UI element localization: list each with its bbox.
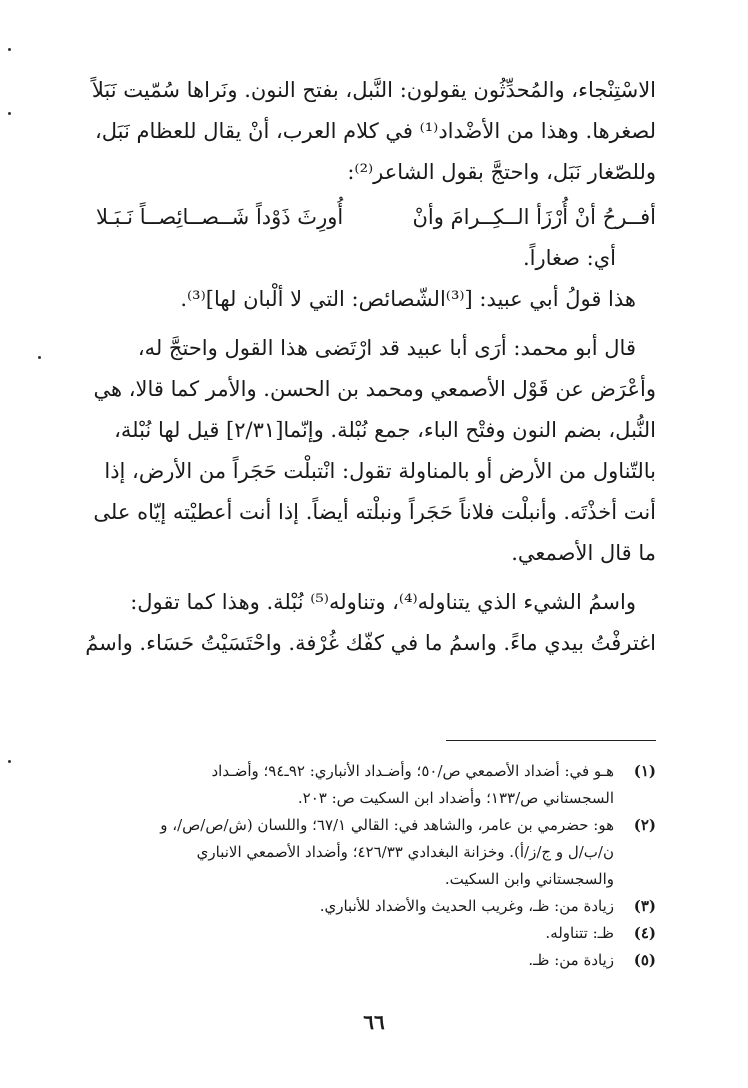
footnote-2 xyxy=(96,812,656,893)
footnote-line: هو: حضرمي بن عامر، والشاهد في: القالي ٦٧/١؛ واللسان (ش/ص/ص/، و xyxy=(160,816,614,834)
scan-speck xyxy=(8,112,11,115)
footnote-text xyxy=(96,947,614,974)
text-line: أنت أخذْتَه. وأنبلْت فلاناً حَجَراً ونبلْته أيضاً. إذا أنت أعطيْته إيّاه على xyxy=(93,500,656,524)
scan-speck xyxy=(8,48,11,51)
paragraph-2 xyxy=(96,238,656,279)
footnote-line: هـو في: أضداد الأصمعي ص/٥٠؛ وأضـداد الأنباري: ٩٢ـ٩٤؛ وأضـداد xyxy=(211,762,614,780)
poetry-verse xyxy=(96,197,656,238)
text-line: واسمُ الشيء الذي يتناوله⁽⁴⁾، وتناوله⁽⁵⁾ نُبْلة. وهذا كما تقول: xyxy=(130,590,636,614)
text-line: بالتّناول من الأرض أو بالمناولة تقول: انْتبلْت حَجَراً من الأرض، إذا xyxy=(104,459,656,483)
footnote-line: ظـ: تتناوله. xyxy=(545,924,614,942)
page-number: ٦٦ xyxy=(363,1010,385,1034)
paragraph-1 xyxy=(91,70,656,193)
footnote-line: والسجستاني وابن السكيت. xyxy=(444,870,614,888)
text-line: النُّبل، بضم النون وفتْح الباء، جمع نُبْلة. وإنّما[٢/٣١] قيل لها نُبْلة، xyxy=(114,418,656,442)
footnote-line: زيادة من: ظـ، وغريب الحديث والأضداد للأنباري. xyxy=(319,897,614,915)
text-line: اغترفْتُ بيدي ماءً. واسمُ ما في كفّك غُرْفة. واحْتَسَيْتُ حَسَاء. واسمُ xyxy=(85,631,656,655)
footnote-4 xyxy=(96,920,656,947)
footnote-5 xyxy=(96,947,656,974)
verse-first-hemistich: أفــرحُ أنْ أُرْزَأ الــكِــرامَ وأنْ xyxy=(412,205,656,229)
text-line: ما قال الأصمعي. xyxy=(511,541,656,565)
footnote-3 xyxy=(96,893,656,920)
footnote-line: ن/ب/ل و ج/ز/أ). وخزانة البغدادي ٤٢٦/٣٣؛ وأضداد الأصمعي الانباري xyxy=(196,843,614,861)
text-line: وأعْرَض عن قَوْل الأصمعي ومحمد بن الحسن. والأمر كما قالا، هي xyxy=(93,377,656,401)
text-line: هذا قولُ أبي عبيد: [⁽³⁾الشّصائص: التي لا ألْبان لها]⁽³⁾. xyxy=(180,287,636,311)
text-line: قال أبو محمد: أرَى أبا عبيد قد ارْتَضى هذا القول واحتجَّ له، xyxy=(137,336,636,360)
footnote-text xyxy=(96,893,614,920)
scan-speck xyxy=(38,356,41,359)
footnote-text xyxy=(96,812,614,893)
footnote-number: (٣) xyxy=(633,897,656,915)
footnote-number: (٢) xyxy=(633,816,656,834)
footnote-text xyxy=(96,920,614,947)
paragraph-3 xyxy=(96,279,656,320)
verse-second-hemistich: أُورِثَ ذَوْداً شَــصــائِصــاً نَـبَـلا xyxy=(96,205,344,229)
footnote-1 xyxy=(96,758,656,812)
footnote-number: (٤) xyxy=(633,924,656,942)
text-line: أي: صغاراً. xyxy=(522,246,616,270)
paragraph-4 xyxy=(93,328,656,574)
footnote-number: (١) xyxy=(633,762,656,780)
footnote-line: السجستاني ص/١٣٣؛ وأضداد ابن السكيت ص: ٢٠٣. xyxy=(297,789,614,807)
paragraph-gap xyxy=(96,320,656,328)
text-line: لصغرها. وهذا من الأضْداد⁽¹⁾ في كلام العرب، أنْ يقال للعظام نَبَل، xyxy=(94,119,656,143)
footnotes xyxy=(96,758,656,974)
footnote-text xyxy=(96,758,614,812)
footnote-number: (٥) xyxy=(633,951,656,969)
scan-speck xyxy=(8,760,11,763)
paragraph-5 xyxy=(85,582,656,664)
paragraph-gap xyxy=(96,574,656,582)
main-text xyxy=(85,70,656,664)
text-line: الاسْتِنْجاء، والمُحدِّثُون يقولون: النَّبل، بفتح النون. ونَراها سُمّيت نَبَلاً xyxy=(91,78,656,102)
footnote-separator xyxy=(446,740,656,741)
text-line: وللصّغار نَبَل، واحتجَّ بقول الشاعر⁽²⁾: xyxy=(347,160,656,184)
footnote-line: زيادة من: ظـ. xyxy=(528,951,614,969)
